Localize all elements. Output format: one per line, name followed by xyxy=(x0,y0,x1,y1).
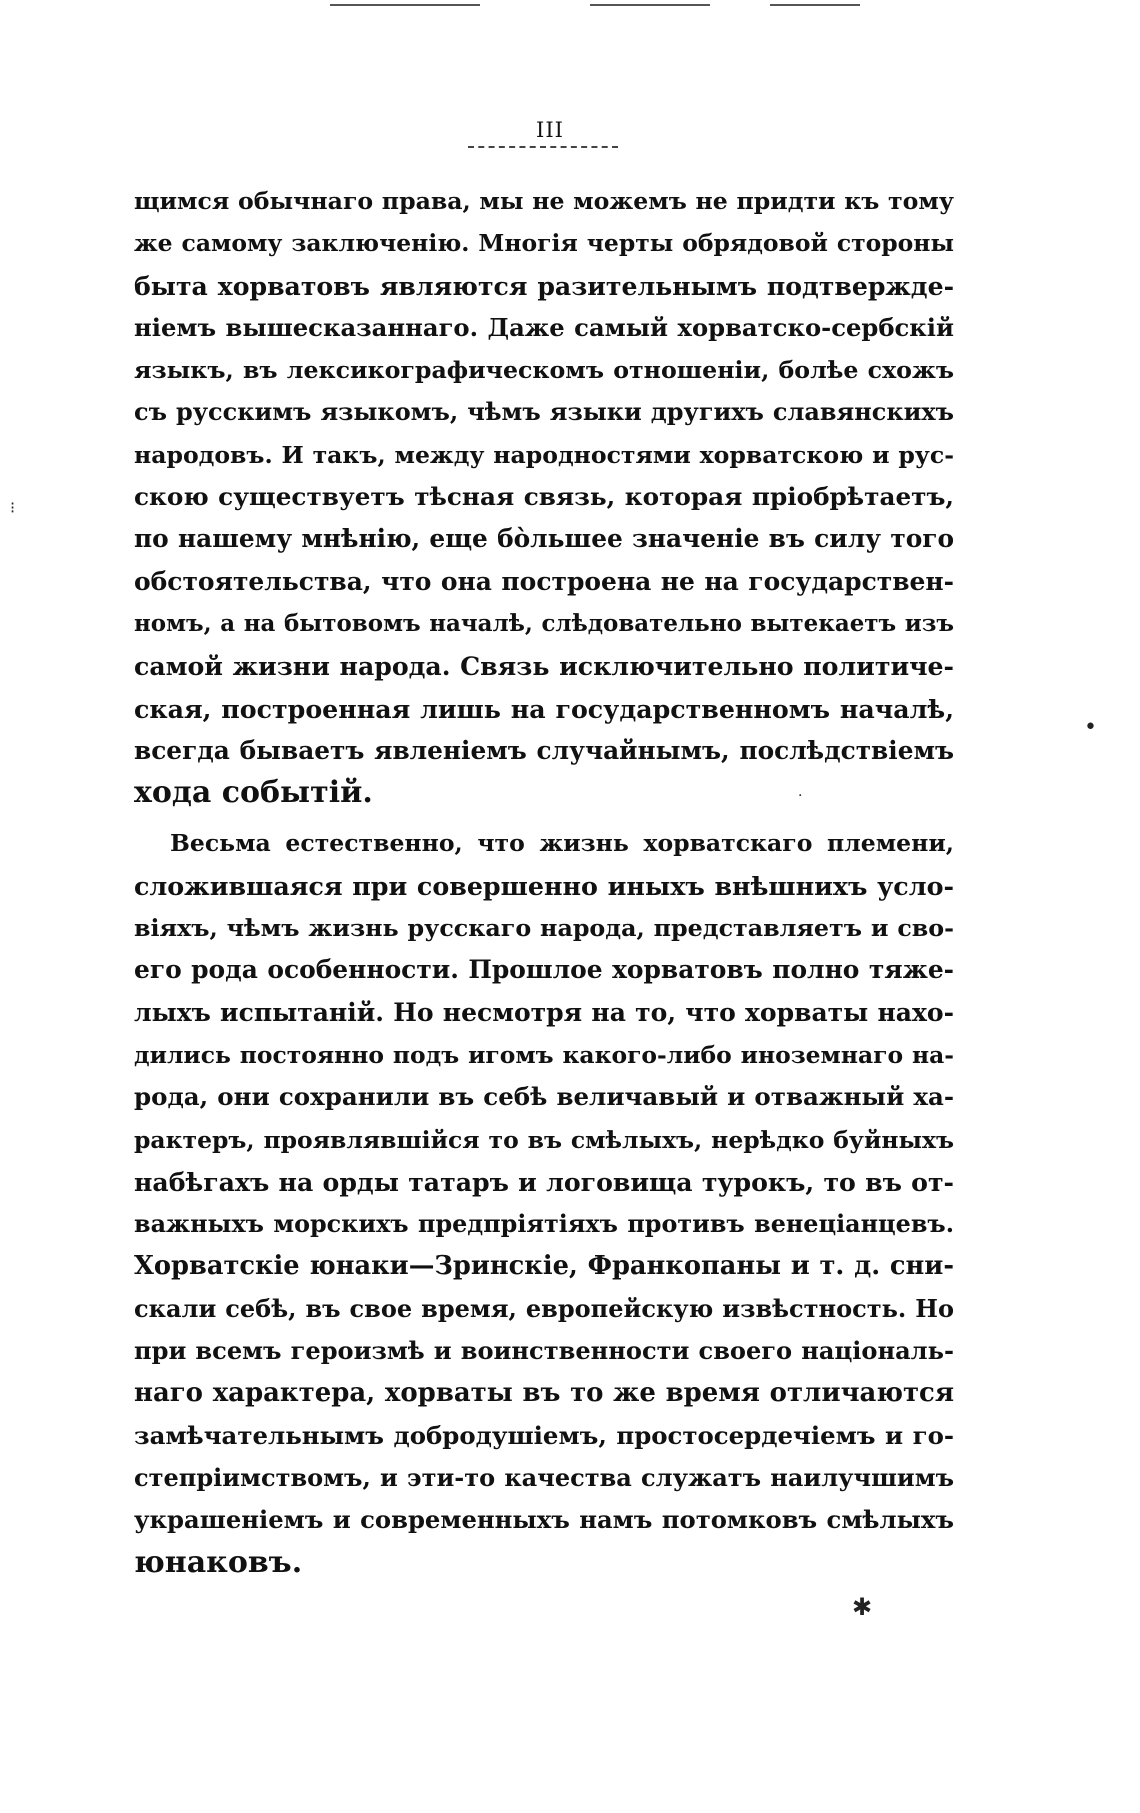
text-line: народовъ. И такъ, между народностями хорватскою и рус- xyxy=(134,440,954,469)
text-line: украшеніемъ и современныхъ намъ потомковъ смѣлыхъ xyxy=(134,1505,954,1535)
paragraph-gap xyxy=(134,814,954,822)
scan-speck: ✱ xyxy=(852,1593,873,1621)
top-edge-rule xyxy=(330,4,480,6)
top-edge-rule xyxy=(590,4,710,6)
page-number: III xyxy=(536,118,564,142)
text-line: всегда бываетъ явленіемъ случайнымъ, послѣдствіемъ xyxy=(134,735,954,765)
scan-speck: • xyxy=(1084,715,1097,740)
scan-speck: · xyxy=(798,788,803,804)
text-line: номъ, а на бытовомъ началѣ, слѣдовательно вытекаетъ изъ xyxy=(134,609,954,637)
text-line: юнаковъ. xyxy=(134,1544,303,1580)
text-line: при всемъ героизмѣ и воинственности своего національ- xyxy=(134,1336,954,1366)
text-line: щимся обычнаго права, мы не можемъ не придти къ тому xyxy=(134,187,954,215)
text-line: віяхъ, чѣмъ жизнь русскаго народа, представляетъ и сво- xyxy=(134,914,954,943)
text-line: хода событій. xyxy=(134,775,373,811)
text-line: дились постоянно подъ игомъ какого-либо иноземнаго на- xyxy=(134,1040,954,1069)
text-line: по нашему мнѣнію, еще бо̀льшее значеніе въ силу того xyxy=(134,524,954,554)
text-line: его рода особенности. Прошлое хорватовъ полно тяже- xyxy=(134,955,954,985)
text-line: быта хорватовъ являются разительнымъ подтвержде- xyxy=(134,270,954,301)
text-line: ніемъ вышесказаннаго. Даже самый хорватско-сербскій xyxy=(134,312,954,342)
text-line: языкъ, въ лексикографическомъ отношеніи, болѣе схожъ xyxy=(134,356,954,385)
text-line: наго характера, хорваты въ то же время отличаются xyxy=(134,1378,954,1409)
text-line: замѣчательнымъ добродушіемъ, простосердечіемъ и го- xyxy=(134,1420,954,1450)
page-number-rule xyxy=(468,146,618,148)
text-line: скали себѣ, въ свое время, европейскую извѣстность. Но xyxy=(134,1293,954,1323)
scan-speck: ⁝ xyxy=(10,498,16,517)
text-line: же самому заключенію. Многія черты обрядовой стороны xyxy=(134,229,954,258)
text-line: скою существуетъ тѣсная связь, которая пріобрѣтаетъ, xyxy=(134,482,954,512)
text-line: обстоятельства, что она построена не на государствен- xyxy=(134,566,954,596)
text-line: степріимствомъ, и эти-то качества служатъ наилучшимъ xyxy=(134,1462,954,1492)
text-line: рактеръ, проявлявшійся то въ смѣлыхъ, нерѣдко буйныхъ xyxy=(134,1125,954,1154)
paragraph-2 xyxy=(134,822,954,1583)
paragraph-1 xyxy=(134,180,954,814)
text-line: самой жизни народа. Связь исключительно политиче- xyxy=(134,651,954,682)
text-line: съ русскимъ языкомъ, чѣмъ языки другихъ славянскихъ xyxy=(134,398,954,427)
top-edge-rule xyxy=(770,4,860,6)
text-line: ская, построенная лишь на государственномъ началѣ, xyxy=(134,693,954,724)
text-line: лыхъ испытаній. Но несмотря на то, что хорваты нахо- xyxy=(134,997,954,1027)
text-line: рода, они сохранили въ себѣ величавый и отважный ха- xyxy=(134,1082,954,1112)
text-line: набѣгахъ на орды татаръ и логовища турокъ, то въ от- xyxy=(134,1166,954,1197)
text-line: сложившаяся при совершенно иныхъ внѣшнихъ усло- xyxy=(134,870,954,901)
text-line: важныхъ морскихъ предпріятіяхъ противъ венеціанцевъ. xyxy=(134,1210,954,1239)
body-text xyxy=(134,180,954,1584)
text-line: Хорватскіе юнаки—Зринскіе, Франкопаны и т. д. сни- xyxy=(134,1251,954,1282)
text-line: Весьма естественно, что жизнь хорватскаго племени, xyxy=(170,829,954,858)
